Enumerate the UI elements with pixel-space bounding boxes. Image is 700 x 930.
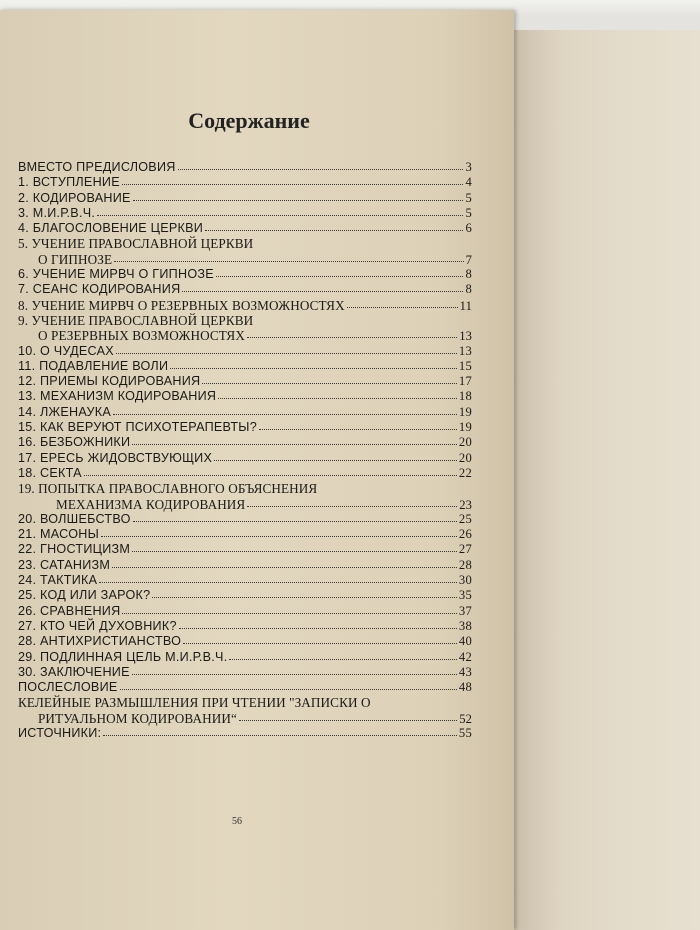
dot-leader <box>179 619 457 629</box>
toc-entry <box>18 619 472 634</box>
toc-entry <box>18 420 472 435</box>
toc-entry <box>18 267 472 282</box>
dot-leader <box>101 527 457 537</box>
dot-leader <box>84 466 457 476</box>
toc-entry <box>18 298 472 313</box>
dot-leader <box>259 420 457 430</box>
toc-entry <box>18 466 472 481</box>
toc-entry-title: 13. МЕХАНИЗМ КОДИРОВАНИЯ <box>18 389 217 404</box>
dot-leader <box>239 711 457 721</box>
dot-leader <box>347 298 458 308</box>
toc-entry-title: 30. ЗАКЛЮЧЕНИЕ <box>18 664 130 679</box>
toc-entry <box>18 389 472 404</box>
dot-leader <box>133 191 464 201</box>
toc-entry-page: 23 <box>459 497 472 512</box>
dot-leader <box>113 405 457 415</box>
toc-entry-page: 43 <box>458 664 472 679</box>
toc-entry-page: 28 <box>458 557 472 572</box>
toc-entry-title: 28. АНТИХРИСТИАНСТВО <box>18 634 182 649</box>
toc-entry <box>18 344 472 359</box>
toc-entry-page: 7 <box>465 252 472 267</box>
toc-entry-page: 40 <box>458 634 472 649</box>
toc-entry <box>18 481 472 496</box>
toc-entry-page: 19 <box>458 420 472 435</box>
toc-entry-title: 19. ПОПЫТКА ПРАВОСЛАВНОГО ОБЪЯСНЕНИЯ <box>18 481 318 497</box>
toc-entry <box>18 665 472 680</box>
toc-entry-page: 13 <box>459 329 472 344</box>
toc-entry-title: 20. ВОЛШЕБСТВО <box>18 511 131 526</box>
toc-entry <box>18 650 472 665</box>
toc-entry-title: 17. ЕРЕСЬ ЖИДОВСТВУЮЩИХ <box>18 450 213 465</box>
toc-entry <box>18 221 472 236</box>
toc-entry <box>18 680 472 695</box>
toc-entry-title: 10. О ЧУДЕСАХ <box>18 343 114 358</box>
dot-leader <box>247 328 457 338</box>
toc-entry <box>18 512 472 527</box>
toc-entry-page: 55 <box>458 725 472 740</box>
toc-entry <box>18 313 472 328</box>
toc-entry-title: 29. ПОДЛИННАЯ ЦЕЛЬ М.И.Р.В.Ч. <box>18 649 228 664</box>
toc-entry <box>18 374 472 389</box>
toc-entry <box>18 634 472 649</box>
dot-leader <box>132 542 457 552</box>
dot-leader <box>205 221 463 231</box>
dot-leader <box>216 267 464 277</box>
toc-entry-page: 20 <box>458 450 472 465</box>
toc-entry <box>18 588 472 603</box>
toc-entry-page: 6 <box>465 221 472 236</box>
toc-entry-title: 8. УЧЕНИЕ МИРВЧ О РЕЗЕРВНЫХ ВОЗМОЖНОСТЯХ <box>18 297 345 313</box>
dot-leader <box>114 252 463 262</box>
toc-entry <box>18 604 472 619</box>
dot-leader <box>99 573 457 583</box>
dot-leader <box>178 160 464 170</box>
dot-leader <box>247 497 457 507</box>
toc-entry <box>18 175 472 190</box>
toc-entry-page: 30 <box>458 573 472 588</box>
dot-leader <box>133 512 457 522</box>
toc-entry-page: 15 <box>458 358 472 373</box>
dot-leader <box>120 680 457 690</box>
toc-entry-title: 14. ЛЖЕНАУКА <box>18 404 111 419</box>
toc-entry-title: 27. КТО ЧЕЙ ДУХОВНИК? <box>18 618 177 633</box>
toc-entry-page: 3 <box>465 160 472 174</box>
page-title: Содержание <box>188 108 310 133</box>
dot-leader <box>229 650 456 660</box>
toc-entry-title: 3. М.И.Р.В.Ч. <box>18 205 96 220</box>
toc-entry <box>18 191 472 206</box>
toc-entry-title: 16. БЕЗБОЖНИКИ <box>18 435 131 450</box>
toc-entry-title: РИТУАЛЬНОМ КОДИРОВАНИИ“ <box>38 710 237 726</box>
dot-leader <box>182 282 463 292</box>
toc-entry-page: 48 <box>458 680 472 695</box>
toc-entry-title: 18. СЕКТА <box>18 465 82 480</box>
toc-entry-title: 11. ПОДАВЛЕНИЕ ВОЛИ <box>18 358 169 373</box>
table-of-contents <box>18 160 472 741</box>
toc-entry-title: 24. ТАКТИКА <box>18 573 98 588</box>
toc-entry-title: 25. КОД ИЛИ ЗАРОК? <box>18 588 151 603</box>
toc-entry-title: 2. КОДИРОВАНИЕ <box>18 190 131 205</box>
toc-entry <box>18 160 472 175</box>
toc-entry-title: ВМЕСТО ПРЕДИСЛОВИЯ <box>18 160 176 174</box>
toc-entry-title: 22. ГНОСТИЦИЗМ <box>18 542 131 557</box>
toc-entry <box>18 252 472 267</box>
dot-leader <box>112 558 457 568</box>
dot-leader <box>218 389 457 399</box>
toc-entry-page: 38 <box>458 618 472 633</box>
dot-leader <box>116 344 457 354</box>
toc-entry-page: 26 <box>458 527 472 542</box>
toc-entry-title: 6. УЧЕНИЕ МИРВЧ О ГИПНОЗЕ <box>18 267 214 282</box>
toc-entry-title: О РЕЗЕРВНЫХ ВОЗМОЖНОСТЯХ <box>38 328 245 344</box>
toc-entry-title: КЕЛЕЙНЫЕ РАЗМЫШЛЕНИЯ ПРИ ЧТЕНИИ "ЗАПИСКИ О <box>18 695 371 711</box>
toc-entry-title: МЕХАНИЗМА КОДИРОВАНИЯ <box>56 496 246 512</box>
toc-entry-title: 26. СРАВНЕНИЯ <box>18 603 121 618</box>
dot-leader <box>132 435 457 445</box>
toc-entry <box>18 497 472 512</box>
toc-entry-page: 52 <box>459 711 472 726</box>
toc-entry <box>18 726 472 741</box>
toc-entry <box>18 236 472 251</box>
toc-entry-page: 37 <box>458 603 472 618</box>
toc-entry-page: 8 <box>465 267 472 282</box>
dot-leader <box>152 588 457 598</box>
toc-entry-title: 4. БЛАГОСЛОВЕНИЕ ЦЕРКВИ <box>18 221 204 236</box>
dot-leader <box>183 634 457 644</box>
toc-entry-page: 4 <box>465 175 472 190</box>
toc-entry <box>18 695 472 710</box>
dot-leader <box>214 451 457 461</box>
toc-entry-page: 20 <box>458 435 472 450</box>
dot-leader <box>202 374 457 384</box>
dot-leader <box>122 175 464 185</box>
toc-entry-title: 15. КАК ВЕРУЮТ ПСИХОТЕРАПЕВТЫ? <box>18 420 257 435</box>
toc-entry <box>18 711 472 726</box>
toc-entry-page: 25 <box>458 511 472 526</box>
toc-entry <box>18 435 472 450</box>
toc-entry-title: 1. ВСТУПЛЕНИЕ <box>18 175 120 190</box>
toc-entry-title: ПОСЛЕСЛОВИЕ <box>18 680 118 695</box>
toc-entry-page: 18 <box>458 389 472 404</box>
toc-entry-page: 35 <box>458 588 472 603</box>
toc-entry-title: 7. СЕАНС КОДИРОВАНИЯ <box>18 282 181 297</box>
toc-entry <box>18 451 472 466</box>
toc-entry-page: 8 <box>465 282 472 297</box>
toc-entry <box>18 527 472 542</box>
toc-entry <box>18 558 472 573</box>
dot-leader <box>122 604 456 614</box>
toc-entry-page: 11 <box>459 298 472 313</box>
dot-leader <box>97 206 463 216</box>
toc-entry <box>18 405 472 420</box>
page-number: 56 <box>232 816 242 827</box>
toc-entry-page: 5 <box>465 205 472 220</box>
toc-entry-title: 21. МАСОНЫ <box>18 527 99 542</box>
toc-entry <box>18 542 472 557</box>
toc-entry <box>18 328 472 343</box>
toc-entry-page: 42 <box>458 649 472 664</box>
toc-entry-page: 5 <box>465 190 472 205</box>
toc-entry-title: ИСТОЧНИКИ: <box>18 725 102 740</box>
toc-entry <box>18 359 472 374</box>
toc-entry-title: 23. САТАНИЗМ <box>18 557 111 572</box>
toc-entry-page: 17 <box>458 374 472 389</box>
dot-leader <box>103 726 457 736</box>
toc-entry-page: 19 <box>458 404 472 419</box>
toc-entry <box>18 282 472 297</box>
toc-entry <box>18 206 472 221</box>
dot-leader <box>132 665 457 675</box>
toc-entry-title: О ГИПНОЗЕ <box>38 251 113 267</box>
dot-leader <box>170 359 457 369</box>
toc-entry-title: 5. УЧЕНИЕ ПРАВОСЛАВНОЙ ЦЕРКВИ <box>18 236 254 252</box>
toc-entry-title: 12. ПРИЕМЫ КОДИРОВАНИЯ <box>18 374 201 389</box>
toc-entry-page: 22 <box>458 465 472 480</box>
right-page <box>512 30 700 930</box>
toc-entry-page: 27 <box>458 542 472 557</box>
toc-entry-title: 9. УЧЕНИЕ ПРАВОСЛАВНОЙ ЦЕРКВИ <box>18 312 254 328</box>
left-page <box>0 10 514 930</box>
toc-entry-page: 13 <box>458 343 472 358</box>
toc-entry <box>18 573 472 588</box>
